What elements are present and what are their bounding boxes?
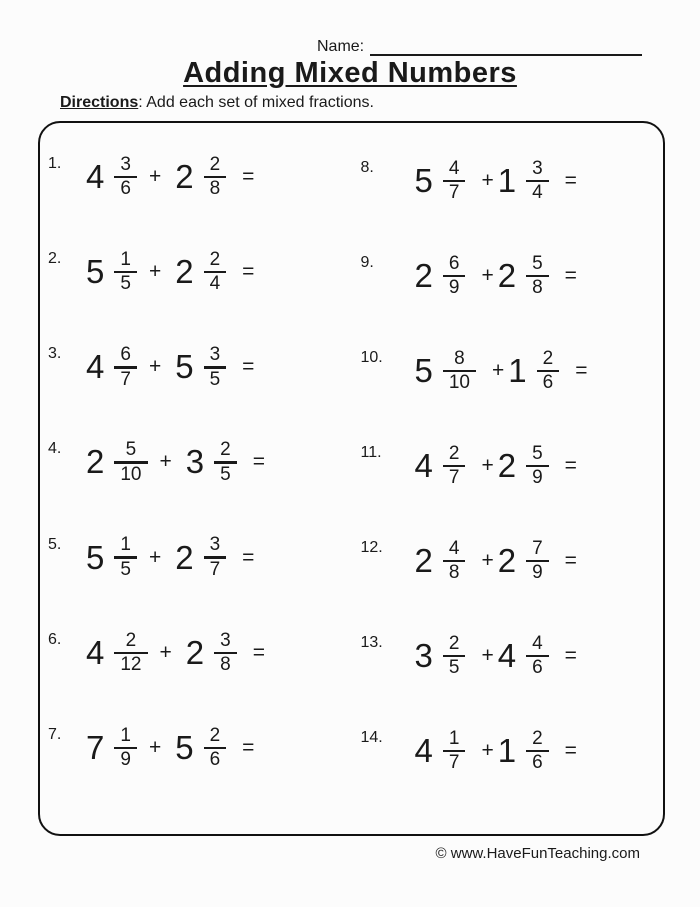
problem-number: 1. xyxy=(48,155,62,172)
whole-number-1: 4 xyxy=(414,732,433,769)
plus-sign: + xyxy=(148,165,162,188)
plus-sign: + xyxy=(481,169,494,192)
problem-row xyxy=(48,530,351,586)
whole-number-1: 7 xyxy=(86,728,105,766)
whole-number-2: 5 xyxy=(175,348,194,386)
fraction-2 xyxy=(526,634,549,678)
problem-number: 8. xyxy=(360,159,374,176)
name-row xyxy=(317,38,642,56)
denominator-1: 9 xyxy=(120,749,131,771)
fraction-2 xyxy=(526,159,549,203)
whole-number-1: 4 xyxy=(414,447,433,484)
equals-sign: = xyxy=(242,355,255,379)
whole-number-1: 5 xyxy=(86,538,105,576)
whole-number-2: 2 xyxy=(497,542,517,579)
plus-sign: + xyxy=(481,739,494,762)
fraction-2 xyxy=(537,349,560,393)
plus-sign: + xyxy=(148,355,162,379)
whole-number-2: 4 xyxy=(497,637,517,674)
equals-sign: = xyxy=(564,264,577,287)
equals-sign: = xyxy=(575,359,588,382)
problem-row xyxy=(48,149,351,205)
fraction-1 xyxy=(443,729,466,773)
equals-sign: = xyxy=(252,640,265,664)
problem-number: 9. xyxy=(360,254,374,271)
whole-number-1: 2 xyxy=(414,542,433,579)
numerator-1: 4 xyxy=(448,157,460,179)
plus-sign: + xyxy=(148,545,162,569)
directions-text xyxy=(60,94,374,112)
whole-number-1: 3 xyxy=(414,637,433,674)
problem-number: 7. xyxy=(48,725,62,743)
denominator-1: 5 xyxy=(120,558,131,580)
whole-number-1: 5 xyxy=(414,352,433,389)
equals-sign: = xyxy=(564,644,577,667)
plus-sign: + xyxy=(481,264,494,287)
plus-sign: + xyxy=(148,735,162,759)
denominator-2: 9 xyxy=(532,467,543,489)
numerator-2: 2 xyxy=(532,727,543,749)
numerator-1: 4 xyxy=(448,537,460,559)
fraction-2 xyxy=(526,729,549,773)
equals-sign: = xyxy=(564,169,577,192)
problem-row xyxy=(48,339,351,395)
fraction-1 xyxy=(443,444,466,488)
problems-box xyxy=(38,121,665,836)
problem-row xyxy=(361,533,664,589)
numerator-1: 5 xyxy=(125,439,137,461)
fraction-1 xyxy=(443,254,466,298)
denominator-1: 6 xyxy=(120,178,131,200)
denominator-1: 7 xyxy=(448,467,460,489)
denominator-2: 9 xyxy=(532,562,543,584)
page-title: Adding Mixed Numbers xyxy=(183,57,517,89)
problem-row xyxy=(48,720,351,776)
fraction-1 xyxy=(443,634,466,678)
fraction-1 xyxy=(114,345,137,389)
fraction-1 xyxy=(114,250,137,294)
whole-number-1: 5 xyxy=(86,253,105,291)
problem-row xyxy=(48,625,351,681)
whole-number-1: 2 xyxy=(86,443,105,481)
fraction-2 xyxy=(526,539,549,583)
numerator-1: 3 xyxy=(120,153,131,175)
denominator-1: 9 xyxy=(448,277,460,299)
whole-number-2: 2 xyxy=(175,158,194,195)
problem-number: 11. xyxy=(360,444,382,461)
problem-number: 6. xyxy=(48,630,62,648)
fraction-2 xyxy=(204,155,227,199)
numerator-1: 2 xyxy=(125,629,137,651)
denominator-2: 8 xyxy=(220,654,231,676)
whole-number-1: 2 xyxy=(414,257,433,294)
denominator-1: 7 xyxy=(448,182,460,204)
fraction-2 xyxy=(526,444,549,488)
problem-number: 14. xyxy=(360,729,383,746)
problem-number: 13. xyxy=(360,634,383,651)
denominator-1: 7 xyxy=(448,752,460,774)
whole-number-1: 4 xyxy=(86,633,105,671)
denominator-2: 7 xyxy=(209,558,221,580)
numerator-1: 1 xyxy=(120,248,131,270)
plus-sign: + xyxy=(159,450,172,474)
fraction-2 xyxy=(204,535,227,579)
problem-row xyxy=(361,248,664,304)
equals-sign: = xyxy=(252,450,265,474)
numerator-2: 3 xyxy=(220,629,231,651)
denominator-2: 4 xyxy=(532,182,543,204)
equals-sign: = xyxy=(242,165,255,188)
plus-sign: + xyxy=(481,644,494,667)
problem-number: 3. xyxy=(48,345,62,363)
fraction-1 xyxy=(114,440,147,484)
problem-row xyxy=(361,438,664,494)
denominator-1: 5 xyxy=(120,273,131,295)
denominator-2: 6 xyxy=(209,749,221,771)
fraction-2 xyxy=(204,726,227,770)
numerator-1: 1 xyxy=(120,534,131,556)
whole-number-2: 1 xyxy=(497,162,517,199)
denominator-2: 6 xyxy=(532,752,543,774)
denominator-1: 10 xyxy=(120,463,142,485)
denominator-2: 6 xyxy=(532,657,543,679)
denominator-1: 8 xyxy=(448,562,460,584)
whole-number-2: 1 xyxy=(497,732,517,769)
numerator-1: 8 xyxy=(454,347,465,369)
problem-number: 5. xyxy=(48,535,62,553)
denominator-2: 5 xyxy=(220,463,231,485)
numerator-1: 1 xyxy=(120,724,131,746)
plus-sign: + xyxy=(159,640,172,664)
equals-sign: = xyxy=(242,735,255,759)
problem-number: 4. xyxy=(48,440,62,458)
problems-column-left xyxy=(40,123,351,834)
whole-number-1: 5 xyxy=(414,162,433,199)
fraction-1 xyxy=(443,349,476,393)
copyright-credit: © www.HaveFunTeaching.com xyxy=(435,845,640,862)
fraction-1 xyxy=(443,159,466,203)
problem-number: 2. xyxy=(48,250,62,268)
numerator-2: 5 xyxy=(532,442,543,464)
whole-number-2: 2 xyxy=(185,633,205,671)
numerator-2: 3 xyxy=(209,534,221,556)
whole-number-2: 1 xyxy=(508,352,527,389)
whole-number-2: 2 xyxy=(175,538,194,576)
plus-sign: + xyxy=(481,454,494,477)
numerator-2: 3 xyxy=(209,344,221,366)
plus-sign: + xyxy=(148,260,162,284)
denominator-1: 12 xyxy=(120,654,142,676)
problem-row xyxy=(48,434,351,490)
problem-row xyxy=(361,628,664,684)
whole-number-1: 4 xyxy=(86,158,105,195)
fraction-1 xyxy=(443,539,466,583)
problem-row xyxy=(361,153,664,209)
numerator-1: 2 xyxy=(448,442,460,464)
problem-number: 12. xyxy=(360,539,383,556)
problems-column-right xyxy=(351,123,664,834)
fraction-2 xyxy=(526,254,549,298)
fraction-1 xyxy=(114,535,137,579)
equals-sign: = xyxy=(564,549,577,572)
problem-number: 10. xyxy=(360,349,383,366)
numerator-2: 2 xyxy=(220,439,231,461)
directions-body: : Add each set of mixed fractions. xyxy=(138,94,374,111)
denominator-1: 7 xyxy=(120,368,131,390)
whole-number-2: 2 xyxy=(175,253,194,291)
fraction-2 xyxy=(204,250,227,294)
fraction-2 xyxy=(204,345,227,389)
numerator-2: 7 xyxy=(532,537,543,559)
numerator-2: 4 xyxy=(532,632,543,654)
fraction-1 xyxy=(114,631,147,675)
fraction-2 xyxy=(214,440,237,484)
denominator-2: 5 xyxy=(209,368,221,390)
equals-sign: = xyxy=(564,739,577,762)
numerator-2: 2 xyxy=(209,248,221,270)
problem-row xyxy=(361,723,664,779)
equals-sign: = xyxy=(564,454,577,477)
denominator-2: 6 xyxy=(542,372,554,394)
numerator-2: 2 xyxy=(542,347,554,369)
directions-label: Directions xyxy=(60,94,139,111)
denominator-2: 8 xyxy=(209,178,221,200)
fraction-1 xyxy=(114,155,137,199)
fraction-2 xyxy=(214,631,237,675)
plus-sign: + xyxy=(481,549,494,572)
numerator-2: 2 xyxy=(209,153,221,175)
whole-number-2: 5 xyxy=(175,728,194,766)
name-label: Name: xyxy=(317,38,365,55)
name-blank-line xyxy=(370,38,642,56)
problem-row xyxy=(48,244,351,300)
whole-number-2: 3 xyxy=(185,443,205,481)
numerator-1: 6 xyxy=(120,344,131,366)
whole-number-1: 4 xyxy=(86,348,105,386)
equals-sign: = xyxy=(242,545,255,569)
numerator-1: 1 xyxy=(448,727,460,749)
equals-sign: = xyxy=(242,260,255,284)
numerator-2: 3 xyxy=(532,157,543,179)
denominator-1: 5 xyxy=(448,657,460,679)
denominator-2: 4 xyxy=(209,273,221,295)
whole-number-2: 2 xyxy=(497,257,517,294)
denominator-1: 10 xyxy=(448,372,470,394)
plus-sign: + xyxy=(492,359,505,382)
fraction-1 xyxy=(114,726,137,770)
numerator-2: 2 xyxy=(209,724,221,746)
denominator-2: 8 xyxy=(532,277,543,299)
numerator-1: 2 xyxy=(448,632,460,654)
problem-row xyxy=(361,343,664,399)
whole-number-2: 2 xyxy=(497,447,517,484)
numerator-1: 6 xyxy=(448,252,460,274)
numerator-2: 5 xyxy=(532,252,543,274)
